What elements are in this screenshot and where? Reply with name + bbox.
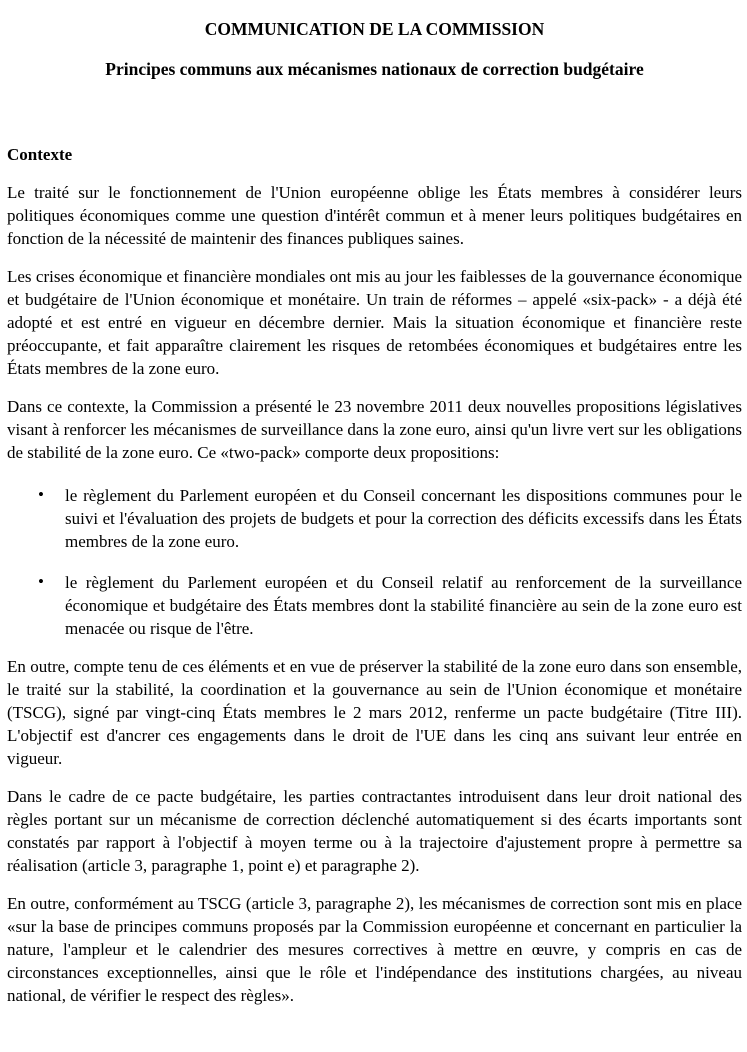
- paragraph-tscg-pacte-budgetaire: En outre, compte tenu de ces éléments et en vue de préserver la stabilité de la zone euro dans son ensemble, le traité sur la stabilité, la coordination et la gouvernance au sein de l'Union économique et monétaire (TSCG), signé par vingt-cinq États membres le 2 mars 2012, renferme un pacte budgétaire (Titre III). L'objectif est d'ancrer ces engagements dans le droit de l'UE dans les cinq ans suivant leur entrée en vigueur.: [7, 657, 742, 768]
- bullet-icon: •: [38, 572, 44, 591]
- list-item-text: le règlement du Parlement européen et du Conseil concernant les dispositions communes pour le suivi et l'évaluation des projets de budgets et pour la correction des déficits excessifs dans les États membres de la zone euro.: [65, 486, 742, 551]
- bullet-icon: •: [38, 485, 44, 504]
- paragraph-tfue-obligation: Le traité sur le fonctionnement de l'Union européenne oblige les États membres à considérer leurs politiques économiques comme une question d'intérêt commun et à mener leurs politiques budgétaires en fonction de la nécessité de maintenir des finances publiques saines.: [7, 183, 742, 248]
- list-item-text: le règlement du Parlement européen et du Conseil relatif au renforcement de la surveillance économique et budgétaire des États membres dont la stabilité financière au sein de la zone euro est menacée ou risque de l'être.: [65, 573, 742, 638]
- proposals-list: [7, 484, 742, 640]
- list-item-proposal-1: [7, 484, 742, 553]
- section-heading-contexte: Contexte: [7, 145, 73, 164]
- paragraph-two-pack-intro: Dans ce contexte, la Commission a présenté le 23 novembre 2011 deux nouvelles propositions législatives visant à renforcer les mécanismes de surveillance dans la zone euro, ainsi qu'un livre vert sur les obligations de stabilité de la zone euro. Ce «two-pack» comporte deux propositions:: [7, 397, 742, 462]
- paragraph-crises-six-pack: Les crises économique et financière mondiales ont mis au jour les faiblesses de la gouvernance économique et budgétaire de l'Union économique et monétaire. Un train de réformes – appelé «six-pack» - a déjà été adopté et est entré en vigueur en décembre dernier. Mais la situation économique et financière reste préoccupante, et fait apparaître clairement les risques de retombées économiques et budgétaires entre les États membres de la zone euro.: [7, 267, 742, 378]
- list-item-proposal-2: [7, 571, 742, 640]
- document-subtitle: Principes communs aux mécanismes nationaux de correction budgétaire: [105, 59, 644, 79]
- paragraph-mecanisme-correction: Dans le cadre de ce pacte budgétaire, les parties contractantes introduisent dans leur droit national des règles portant sur un mécanisme de correction déclenché automatiquement si des écarts importants sont constatés par rapport à l'objectif à moyen terme ou à la trajectoire d'ajustement propre à permettre sa réalisation (article 3, paragraphe 1, point e) et paragraphe 2).: [7, 787, 742, 875]
- paragraph-principes-communs: En outre, conformément au TSCG (article 3, paragraphe 2), les mécanismes de correction sont mis en place «sur la base de principes communs proposés par la Commission européenne et concernant en particulier la nature, l'ampleur et le calendrier des mesures correctives à mettre en œuvre, y compris en cas de circonstances exceptionnelles, ainsi que le rôle et l'indépendance des institutions chargées, au niveau national, de vérifier le respect des règles».: [7, 894, 742, 1005]
- document-title: COMMUNICATION DE LA COMMISSION: [204, 19, 545, 39]
